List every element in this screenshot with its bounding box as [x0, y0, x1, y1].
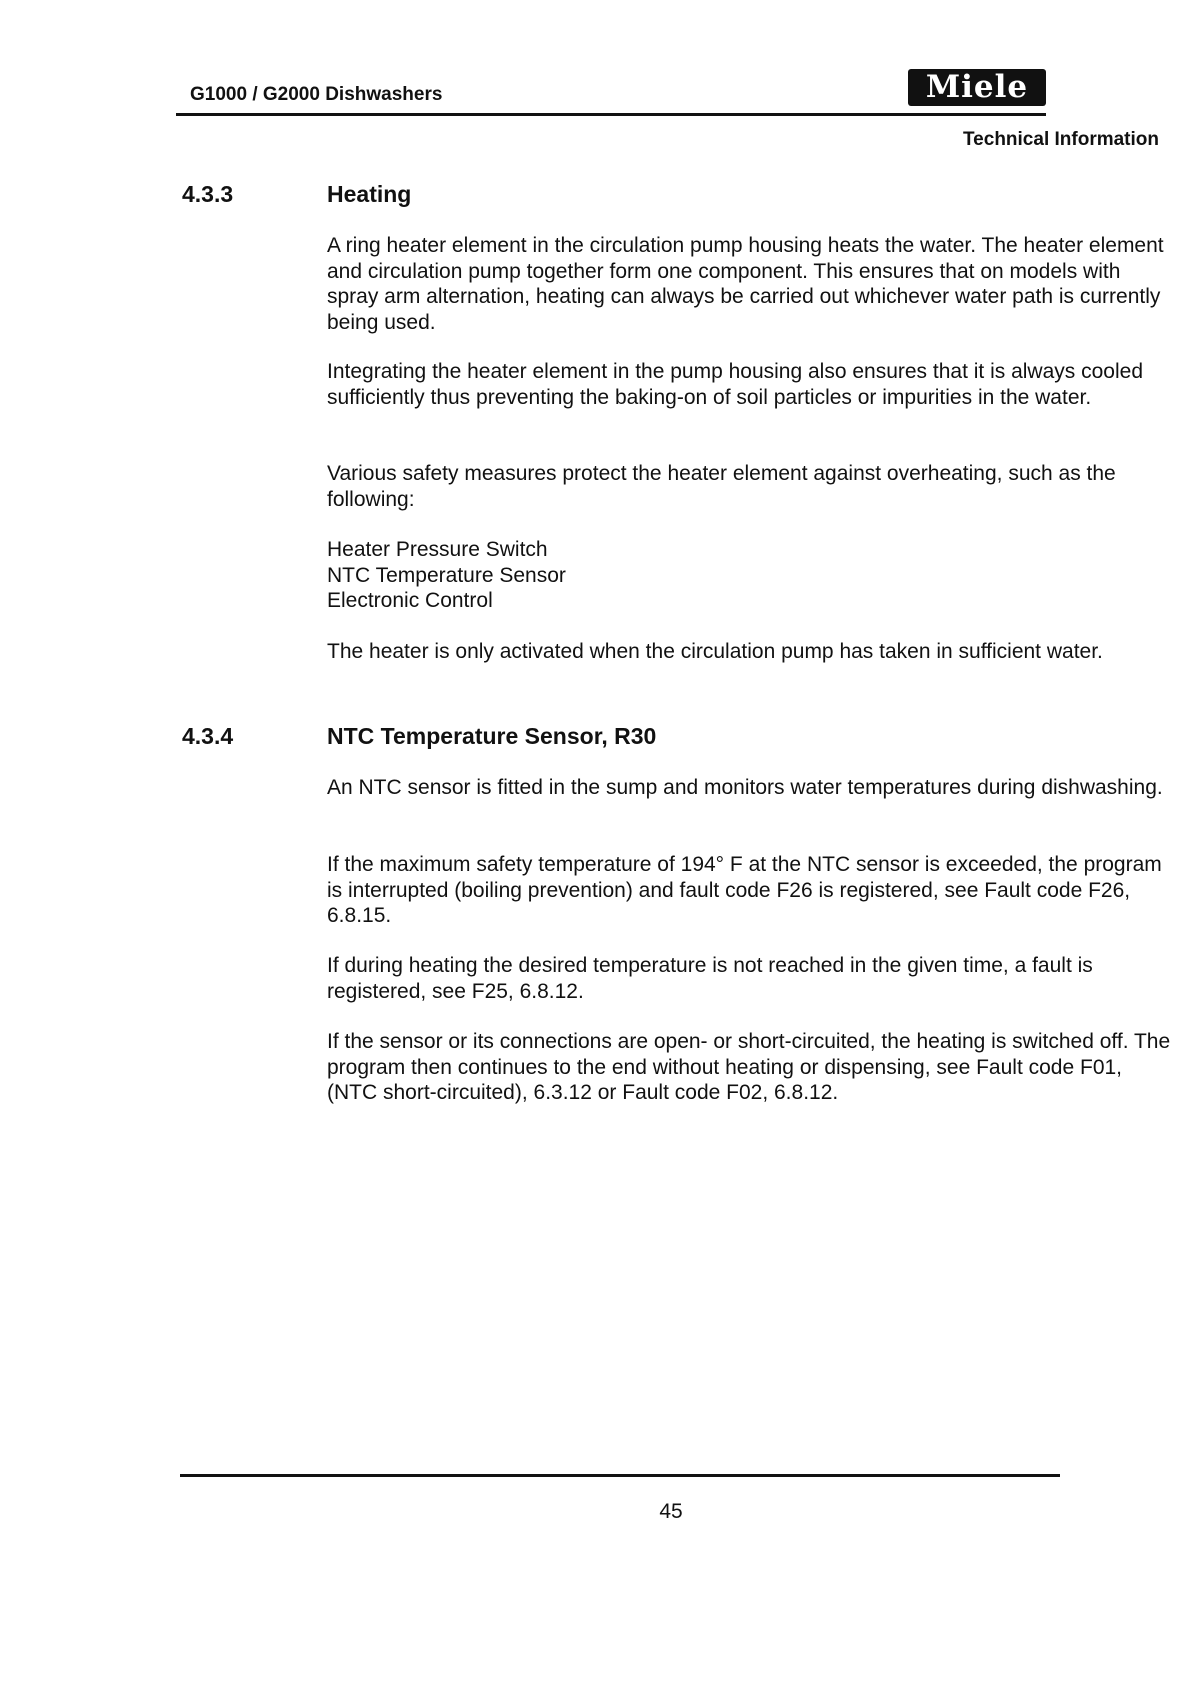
- section-title: Heating: [327, 181, 412, 207]
- paragraph: A ring heater element in the circulation pump housing heats the water. The heater element and circulation pump together form one component. This ensures that on models with spray arm alternation, heating can always be carried out whichever water path is currently being used.: [327, 234, 1164, 334]
- section-title: NTC Temperature Sensor, R30: [327, 723, 657, 749]
- paragraph: Various safety measures protect the heater element against overheating, such as the following:: [327, 462, 1116, 511]
- paragraph: If the sensor or its connections are open- or short-circuited, the heating is switched off. The program then continues to the end without heating or dispensing, see Fault code F01, (NTC short-circuited), 6.3.12 or Fault code F02, 6.8.12.: [327, 1030, 1171, 1104]
- paragraph: Integrating the heater element in the pump housing also ensures that it is always cooled sufficiently thus preventing the baking-on of soil particles or impurities in the water.: [327, 360, 1143, 409]
- paragraph: If the maximum safety temperature of 194° F at the NTC sensor is exceeded, the program is interrupted (boiling prevention) and fault code F26 is registered, see Fault code F26, 6.8.15.: [327, 853, 1162, 927]
- section-label: Technical Information: [962, 129, 1159, 150]
- document-title: G1000 / G2000 Dishwashers: [190, 84, 443, 105]
- paragraph: The heater is only activated when the circulation pump has taken in sufficient water.: [327, 640, 1103, 663]
- header-divider: [176, 113, 1046, 116]
- list-item: Electronic Control: [327, 589, 493, 612]
- section-number: 4.3.4: [182, 723, 234, 749]
- page-number: 45: [659, 1500, 683, 1523]
- safety-measures-list: [327, 537, 1027, 614]
- list-item: NTC Temperature Sensor: [327, 563, 566, 587]
- footer-divider: [180, 1474, 1060, 1477]
- paragraph: If during heating the desired temperature is not reached in the given time, a fault is registered, see F25, 6.8.12.: [327, 954, 1093, 1003]
- miele-logo: Miele: [908, 69, 1046, 106]
- paragraph: An NTC sensor is fitted in the sump and monitors water temperatures during dishwashing.: [327, 776, 1163, 799]
- section-number: 4.3.3: [182, 181, 234, 207]
- list-item: Heater Pressure Switch: [327, 538, 548, 561]
